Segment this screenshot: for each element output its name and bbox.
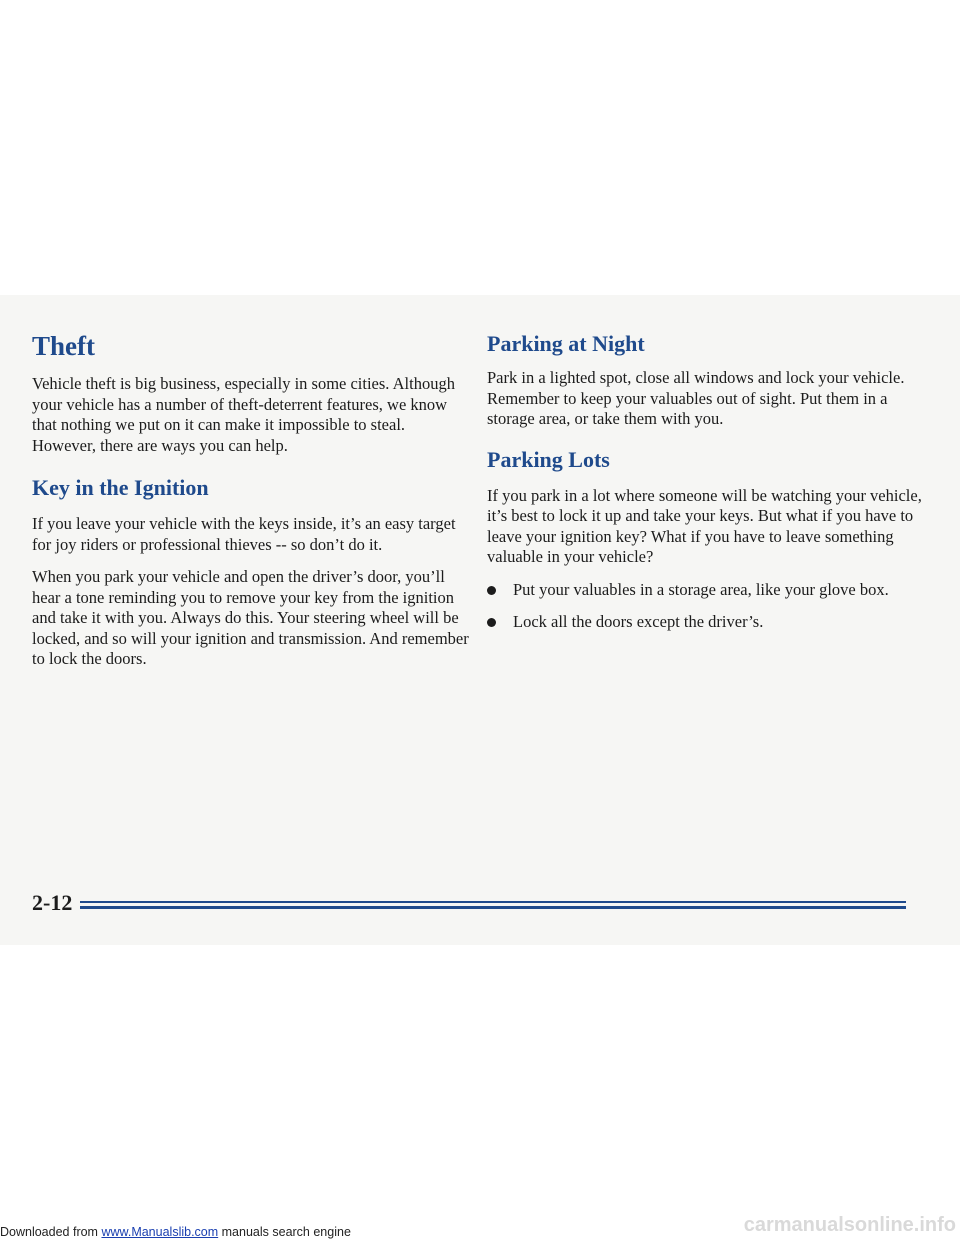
download-banner bbox=[0, 1225, 351, 1239]
list-item bbox=[487, 580, 927, 601]
bullet-icon bbox=[487, 586, 496, 595]
footer-rule-thin bbox=[80, 901, 906, 903]
paragraph-key-2: When you park your vehicle and open the driver’s door, you’ll hear a tone reminding you to remove your key from the ignition and take it with you. Always do this. Your steering wheel will be locked, and so will your ignition and transmission. And remember to lock the doors. bbox=[32, 567, 469, 668]
page-number: 2-12 bbox=[32, 890, 73, 915]
banner-suffix: manuals search engine bbox=[218, 1225, 351, 1239]
list-item bbox=[487, 612, 927, 633]
list-item-text: Put your valuables in a storage area, like your glove box. bbox=[513, 579, 889, 599]
heading-parking-at-night: Parking at Night bbox=[487, 331, 645, 356]
heading-parking-lots: Parking Lots bbox=[487, 446, 610, 472]
list-item-text: Lock all the doors except the driver’s. bbox=[513, 612, 764, 631]
paragraph-key-1: If you leave your vehicle with the keys inside, it’s an easy target for joy riders or professional thieves -- so don’t do it. bbox=[32, 514, 456, 554]
heading-key-in-ignition: Key in the Ignition bbox=[32, 475, 209, 500]
footer-rule-thick bbox=[80, 906, 906, 909]
heading-theft: Theft bbox=[32, 331, 95, 361]
paragraph-parking-lots: If you park in a lot where someone will be watching your vehicle, it’s best to lock it up and take your keys. But what if you have to leave your ignition key? What if you have to leave something valuable in your vehicle? bbox=[487, 485, 922, 566]
bullet-icon bbox=[487, 618, 496, 627]
paragraph-parking-at-night: Park in a lighted spot, close all windows and lock your vehicle. Remember to keep your valuables out of sight. Put them in a storage area, or take them with you. bbox=[487, 368, 905, 428]
footer-rule bbox=[80, 901, 906, 911]
bullet-list bbox=[487, 580, 927, 633]
right-column bbox=[487, 330, 927, 633]
left-column bbox=[32, 330, 472, 670]
watermark: carmanualsonline.info bbox=[743, 1214, 956, 1236]
banner-prefix: Downloaded from bbox=[0, 1225, 102, 1239]
paragraph-theft: Vehicle theft is big business, especially in some cities. Although your vehicle has a number of theft-deterrent features, we know that nothing we put on it can make it impossible to steal. However, there are ways you can help. bbox=[32, 374, 455, 455]
manualslib-link[interactable]: www.Manualslib.com bbox=[101, 1225, 219, 1239]
